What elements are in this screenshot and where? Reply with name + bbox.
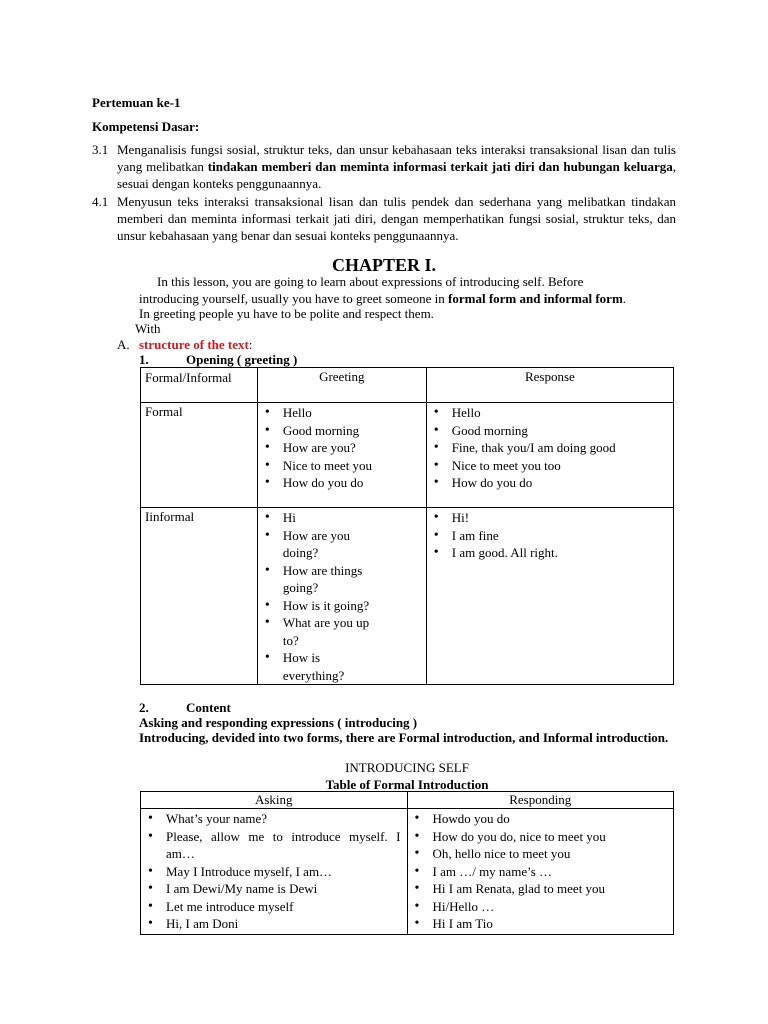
kd-text xyxy=(117,141,676,192)
greeting-list xyxy=(258,404,420,492)
list-item: • What are you up to? xyxy=(258,614,376,649)
list-item: • Howdo you do xyxy=(408,810,670,828)
section-a-title: structure of the text xyxy=(139,337,249,352)
table-header-row xyxy=(141,792,674,809)
response-cell xyxy=(426,508,673,685)
list-item: • How is everything? xyxy=(258,649,376,684)
list-item: • How do you do xyxy=(427,474,667,492)
list-item: • How do you do, nice to meet you xyxy=(408,828,670,846)
greeting-list xyxy=(258,509,376,684)
list-item: • Nice to meet you too xyxy=(427,457,667,475)
list-item: • What’s your name? xyxy=(141,810,401,828)
intro-line: In this lesson, you are going to learn about expressions of introducing self. Before xyxy=(157,274,584,289)
column-header: Greeting xyxy=(257,368,426,403)
list-item: • Oh, hello nice to meet you xyxy=(408,845,670,863)
content-number: 2. xyxy=(139,700,149,715)
intro-line: In greeting people yu have to be polite and respect them. xyxy=(139,306,434,321)
list-item: • Hi I am Tio xyxy=(408,915,670,933)
formal-table-caption: Table of Formal Introduction xyxy=(325,777,489,792)
opening-number: 1. xyxy=(139,352,149,367)
kd-text-part: Menganalisis fungsi sosial, struktur teks, dan unsur kebahasaan teks interaksi transaksional lisan dan tulis yang melibatkan xyxy=(117,142,676,174)
table-row xyxy=(141,508,674,685)
section-a-letter: A. xyxy=(117,337,130,352)
list-item: • Good morning xyxy=(258,422,420,440)
kd-text-bold: tindakan memberi dan meminta informasi terkait jati diri dan hubungan keluarga xyxy=(207,159,673,174)
column-header: Formal/Informal xyxy=(141,368,258,403)
formal-introduction-table xyxy=(140,791,674,935)
kd-item xyxy=(92,193,676,244)
list-item: • How are you? xyxy=(258,439,420,457)
responding-cell xyxy=(407,809,674,935)
kd-item xyxy=(92,141,676,192)
list-item: • I am Dewi/My name is Dewi xyxy=(141,880,401,898)
asking-list xyxy=(141,810,401,933)
list-item: • Good morning xyxy=(427,422,667,440)
column-header: Response xyxy=(426,368,673,403)
intro-line: With xyxy=(135,321,161,336)
response-list xyxy=(427,509,667,562)
response-cell xyxy=(426,403,673,508)
list-item: • How do you do xyxy=(258,474,420,492)
section-a-colon: : xyxy=(248,337,253,352)
competency-title: Kompetensi Dasar: xyxy=(92,119,200,134)
table-header-row xyxy=(141,368,674,403)
greeting-cell xyxy=(257,403,426,508)
list-item: • I am good. All right. xyxy=(427,544,667,562)
column-header: Asking xyxy=(141,792,408,809)
intro-text: introducing yourself, usually you have to greet someone in xyxy=(139,291,449,306)
list-item: • How are you doing? xyxy=(258,527,376,562)
kd-text: Menyusun teks interaksi transaksional lisan dan tulis pendek dan sederhana yang melibatkan tindakan memberi dan meminta informasi terkait jati diri, dengan memperhatikan fungsi sosial, struktur teks, dan unsur kebahasaan yang benar dan sesuai konteks penggunaannya. xyxy=(117,194,676,243)
list-item: • How are things going? xyxy=(258,562,376,597)
list-item: • Hello xyxy=(427,404,667,422)
kd-text-part: , sesuai dengan konteks penggunaannya. xyxy=(117,159,677,191)
list-item: • How is it going? xyxy=(258,597,376,615)
introducing-self-heading: INTRODUCING SELF xyxy=(345,760,469,775)
kd-number: 4.1 xyxy=(92,194,109,209)
row-type: Iinformal xyxy=(141,508,258,685)
kd-number: 3.1 xyxy=(92,142,109,157)
list-item: • Hello xyxy=(258,404,420,422)
column-header: Responding xyxy=(407,792,674,809)
opening-title: Opening ( greeting ) xyxy=(186,352,298,367)
list-item: • Please, allow me to introduce myself. I am… xyxy=(141,828,401,863)
response-list xyxy=(427,404,667,492)
list-item: • May I Introduce myself, I am… xyxy=(141,863,401,881)
greeting-cell xyxy=(257,508,426,685)
greeting-table xyxy=(140,367,674,685)
table-row xyxy=(141,809,674,935)
intro-text: . xyxy=(622,291,627,306)
content-title: Content xyxy=(186,700,231,715)
intro-bold: formal form and informal form xyxy=(448,291,623,306)
meeting-label: Pertemuan ke-1 xyxy=(92,95,181,110)
list-item: • Hi xyxy=(258,509,376,527)
asking-cell xyxy=(141,809,408,935)
table-row xyxy=(141,403,674,508)
list-item: • I am …/ my name’s … xyxy=(408,863,670,881)
responding-list xyxy=(408,810,670,933)
list-item: • Hi/Hello … xyxy=(408,898,670,916)
content-subtitle: Asking and responding expressions ( introducing ) xyxy=(139,715,418,730)
list-item: • Hi, I am Doni xyxy=(141,915,401,933)
content-description: Introducing, devided into two forms, there are Formal introduction, and Informal introduction. xyxy=(139,730,669,745)
row-type: Formal xyxy=(141,403,258,508)
list-item: • Hi I am Renata, glad to meet you xyxy=(408,880,670,898)
list-item: • Hi! xyxy=(427,509,667,527)
list-item: • I am fine xyxy=(427,527,667,545)
chapter-title: CHAPTER I. xyxy=(331,255,436,275)
list-item: • Nice to meet you xyxy=(258,457,420,475)
list-item: • Let me introduce myself xyxy=(141,898,401,916)
list-item: • Fine, thak you/I am doing good xyxy=(427,439,667,457)
